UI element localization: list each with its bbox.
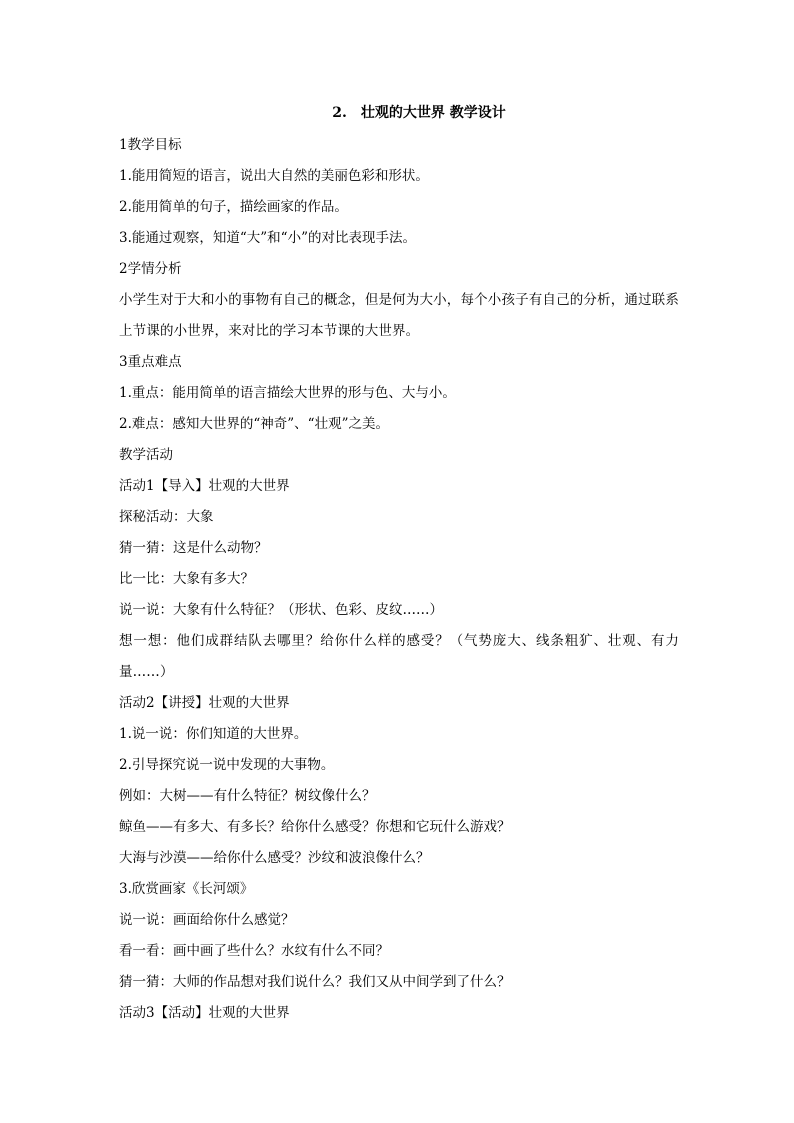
difficult-point: 2.难点：感知大世界的“神奇”、“壮观”之美。 <box>119 416 389 432</box>
activity-1-line: 探秘活动：大象 <box>119 509 214 525</box>
activity-2-line: 3.欣赏画家《长河颂》 <box>119 881 254 897</box>
activity-1-line: 想一想：他们成群结队去哪里？给你什么样的感受？（气势庞大、线条粗犷、壮观、有力量……） <box>119 633 679 680</box>
section-heading-key-points: 3重点难点 <box>119 354 182 370</box>
activity-1-line: 猜一猜：这是什么动物？ <box>119 540 268 556</box>
document-title: 2. 壮观的大世界 教学设计 <box>332 105 506 121</box>
activity-2-heading: 活动2【讲授】壮观的大世界 <box>119 695 290 711</box>
objective-1: 1.能用简短的语言，说出大自然的美丽色彩和形状。 <box>119 168 429 184</box>
objective-2: 2.能用简单的句子，描绘画家的作品。 <box>119 199 348 215</box>
objective-3: 3.能通过观察，知道“大”和“小”的对比表现手法。 <box>119 230 416 246</box>
activity-2-line: 例如：大树——有什么特征？树纹像什么？ <box>119 788 376 804</box>
activity-2-line: 鲸鱼——有多大、有多长？给你什么感受？你想和它玩什么游戏？ <box>119 819 511 835</box>
activity-1-line: 说一说：大象有什么特征？（形状、色彩、皮纹……） <box>119 602 443 618</box>
document-page <box>119 100 679 1029</box>
activity-2-line: 2.引导探究说一说中发现的大事物。 <box>119 757 335 773</box>
activity-2-line: 看一看：画中画了些什么？水纹有什么不同？ <box>119 943 389 959</box>
activity-2-line: 大海与沙漠——给你什么感受？沙纹和波浪像什么？ <box>119 850 430 866</box>
key-point: 1.重点：能用简单的语言描绘大世界的形与色、大与小。 <box>119 385 456 401</box>
activity-1-heading: 活动1【导入】壮观的大世界 <box>119 478 290 494</box>
activity-2-line: 说一说：画面给你什么感觉？ <box>119 912 295 928</box>
section-heading-activities: 教学活动 <box>119 447 173 463</box>
activity-1-line: 比一比：大象有多大？ <box>119 571 254 587</box>
section-heading-objectives: 1教学目标 <box>119 137 182 153</box>
activity-3-heading: 活动3【活动】壮观的大世界 <box>119 1005 290 1021</box>
activity-2-line: 1.说一说：你们知道的大世界。 <box>119 726 308 742</box>
analysis-paragraph: 小学生对于大和小的事物有自己的概念，但是何为大小，每个小孩子有自己的分析，通过联系上节课的小世界，来对比的学习本节课的大世界。 <box>119 292 679 339</box>
section-heading-analysis: 2学情分析 <box>119 261 182 277</box>
activity-2-line: 猜一猜：大师的作品想对我们说什么？我们又从中间学到了什么？ <box>119 974 511 990</box>
